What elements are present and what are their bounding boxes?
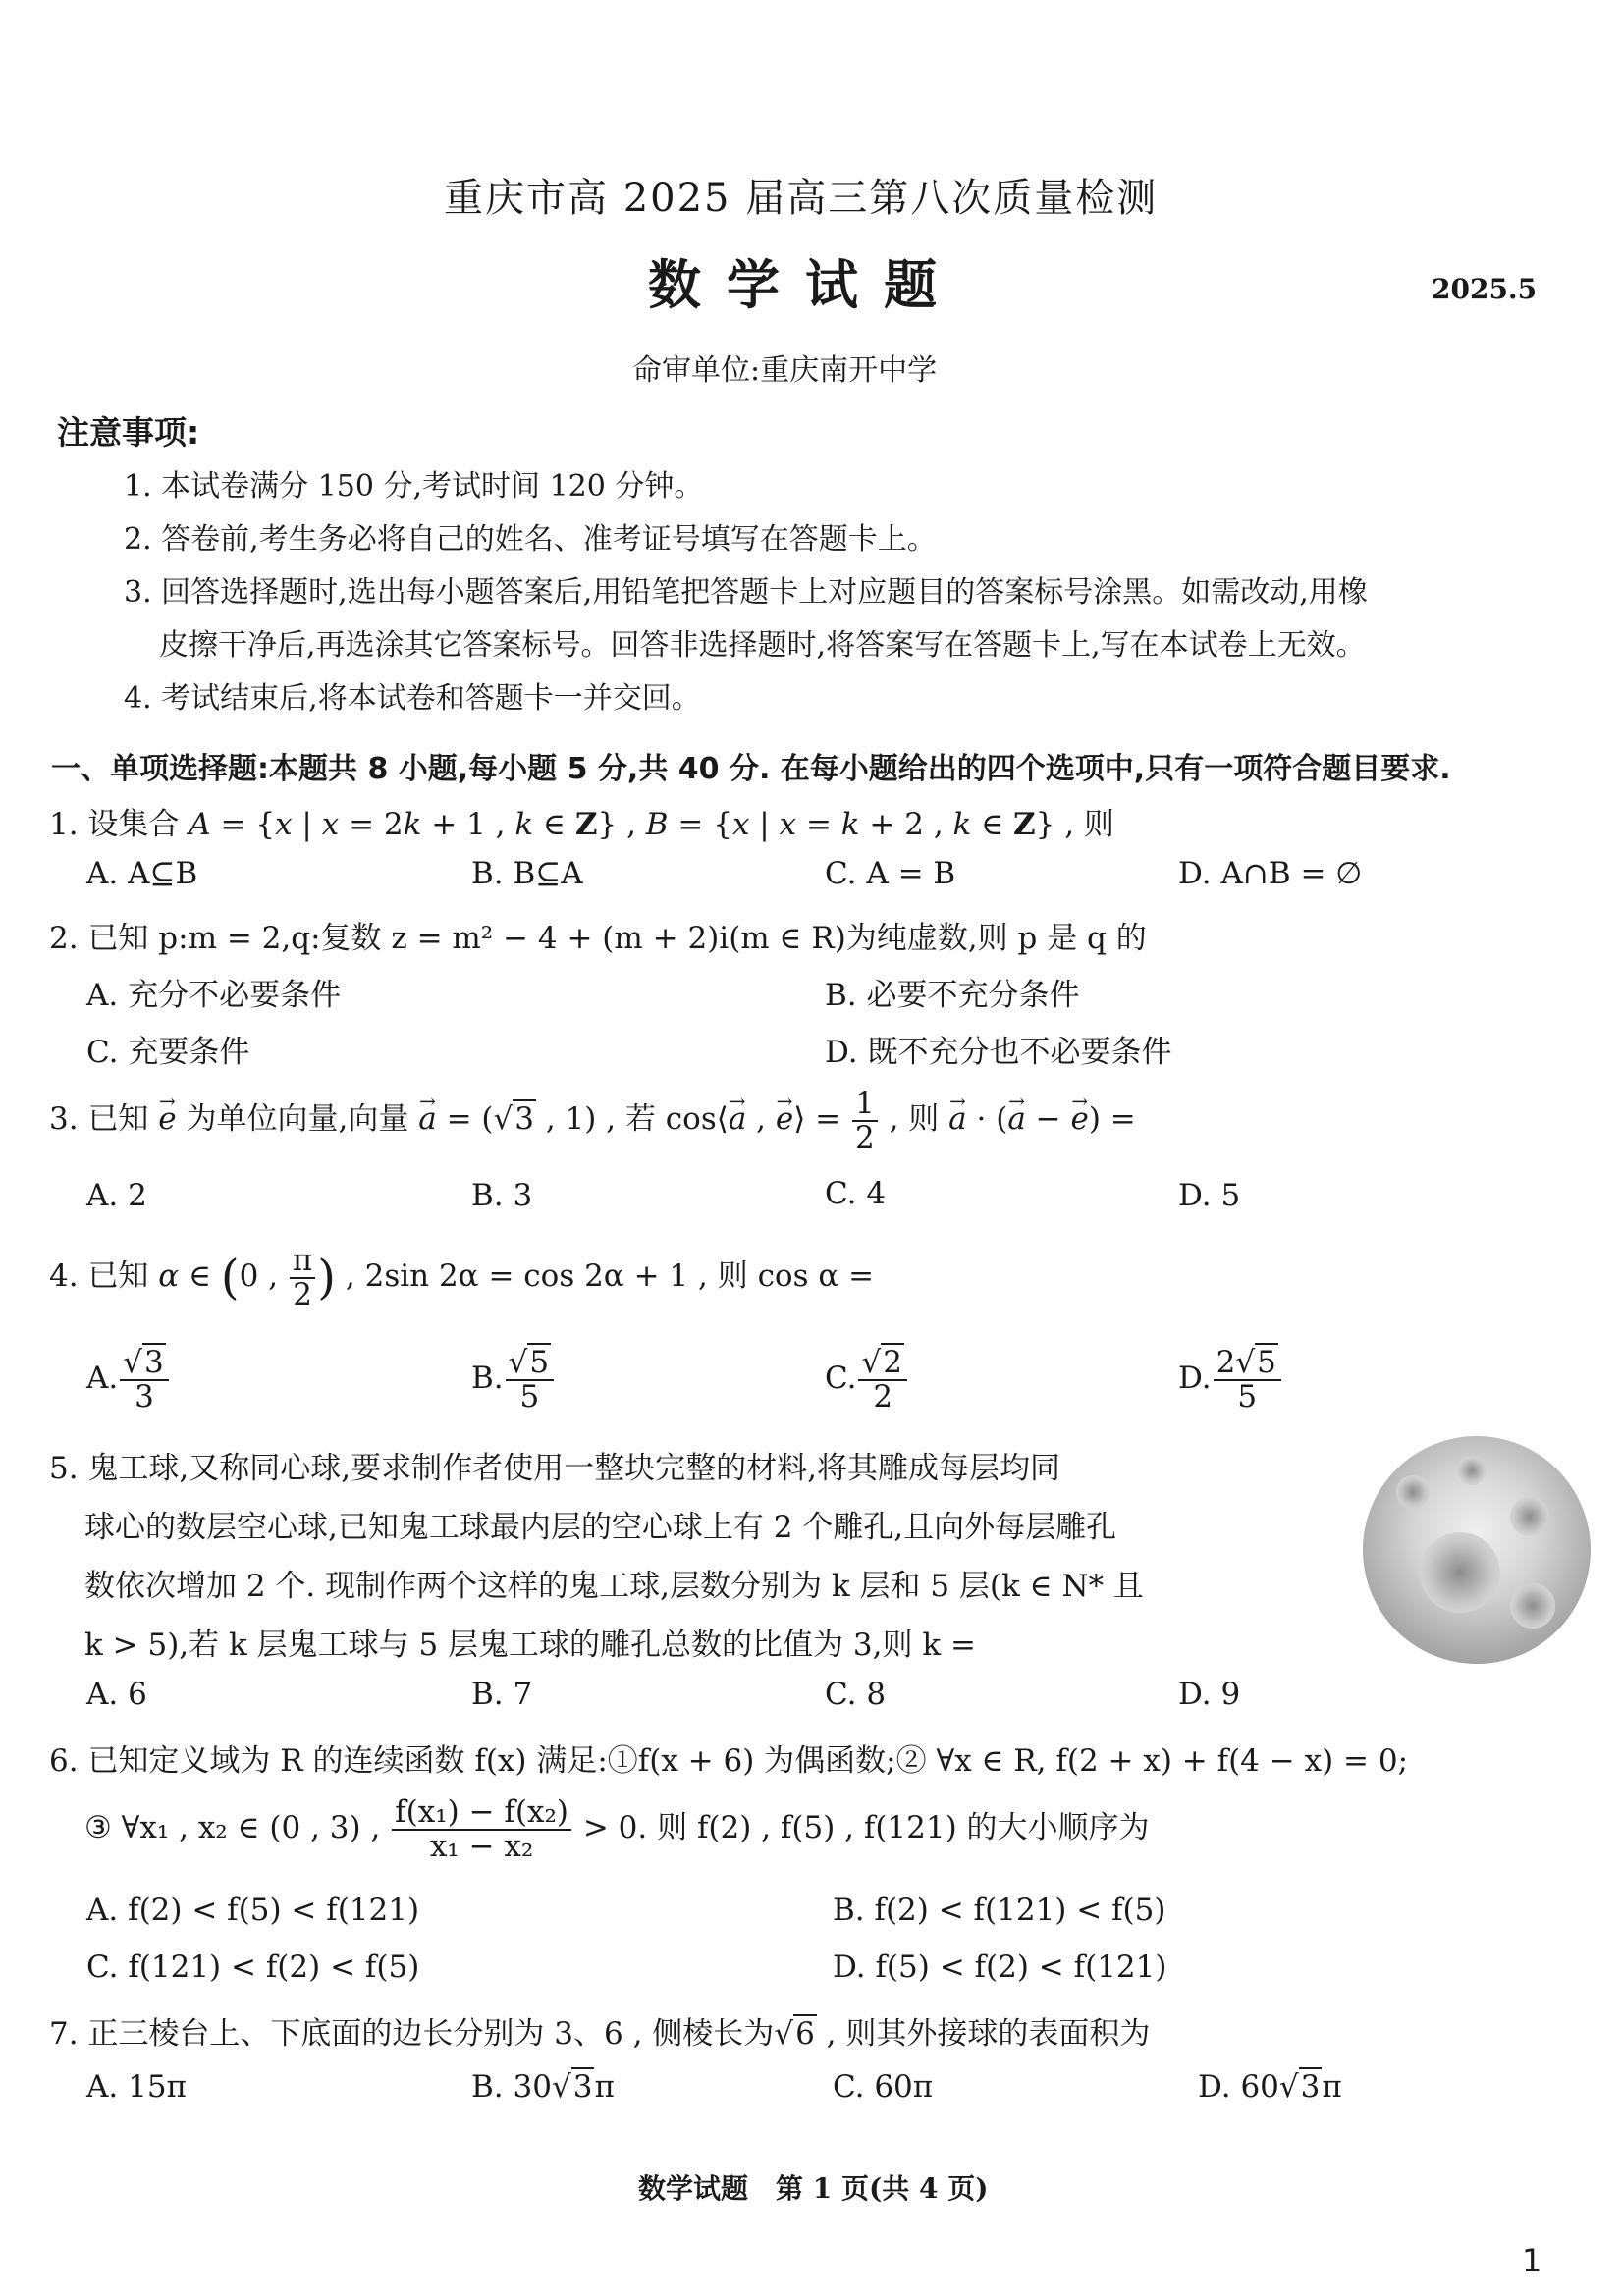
q4-option-b: B. $\frac{√5}{5}$ — [471, 1347, 556, 1413]
q6-option-c: C. f(121) < f(2) < f(5) — [86, 1949, 420, 1985]
q7-option-b: B. 30√3π — [471, 2069, 615, 2105]
question-1: 1. 设集合 A = {x | x = 2k + 1 , k ∈ Z} , B = {x | x = k + 2 , k ∈ Z} , 则 — [49, 807, 1114, 842]
q5-option-c: C. 8 — [825, 1677, 887, 1712]
q7-option-d: D. 60√3π — [1198, 2069, 1342, 2105]
q7-option-a: A. 15π — [86, 2069, 187, 2105]
q4-option-d: D. $\frac{2√5}{5}$ — [1178, 1347, 1283, 1413]
q4-option-a: A. $\frac{√3}{3}$ — [86, 1347, 171, 1413]
subject-title: 数学试题 — [648, 253, 962, 316]
q1-option-b: B. B⊆A — [471, 856, 583, 891]
question-6-line: ③ ∀x₁ , x₂ ∈ (0 , 3) , $\frac{\text{f(x₁) − f(x₂)}}{\text{x₁ − x₂}}$ > 0. 则 f(2) , f(5) , f(121) 的大小顺序为 — [84, 1794, 1150, 1864]
question-4: 4. 已知 α ∈ (0 , $\frac{\pi}{2}$ ) , 2sin 2α = cos 2α + 1 , 则 cos α = — [49, 1243, 875, 1312]
page-footer: 数学试题 第 1 页(共 4 页) — [638, 2172, 989, 2205]
q7-option-c: C. 60π — [833, 2069, 934, 2105]
q1-option-c: C. A = B — [825, 856, 956, 891]
q6-option-b: B. f(2) < f(121) < f(5) — [833, 1893, 1166, 1928]
q2-option-a: A. 充分不必要条件 — [86, 978, 342, 1013]
q3-option-b: B. 3 — [471, 1178, 533, 1213]
q4-option-c: C. $\frac{√2}{2}$ — [825, 1347, 909, 1413]
notice-heading: 注意事项: — [57, 413, 200, 452]
q5-option-d: D. 9 — [1178, 1677, 1241, 1712]
question-2: 2. 已知 p:m = 2,q:复数 z = m² − 4 + (m + 2)i(m ∈ R)为纯虚数,则 p 是 q 的 — [49, 921, 1147, 956]
q3-option-c: C. 4 — [825, 1176, 887, 1211]
question-5-line: k > 5),若 k 层鬼工球与 5 层鬼工球的雕孔总数的比值为 3,则 k = — [84, 1628, 976, 1663]
q2-option-c: C. 充要条件 — [86, 1035, 250, 1070]
exam-title: 重庆市高 2025 届高三第八次质量检测 — [444, 176, 1159, 221]
notice-item: 2. 答卷前,考生务必将自己的姓名、准考证号填写在答题卡上。 — [124, 522, 937, 557]
q2-option-d: D. 既不充分也不必要条件 — [825, 1035, 1172, 1070]
q1-option-d: D. A∩B = ∅ — [1178, 856, 1363, 891]
q5-option-a: A. 6 — [86, 1677, 147, 1712]
page-number: 1 — [1522, 2242, 1542, 2279]
q6-option-d: D. f(5) < f(2) < f(121) — [833, 1949, 1167, 1985]
question-6: 6. 已知定义域为 R 的连续函数 f(x) 满足:①f(x + 6) 为偶函数;② ∀x ∈ R, f(2 + x) + f(4 − x) = 0; — [49, 1743, 1409, 1779]
question-3: 3. 已知 → e 为单位向量,向量 → a = (√3 , 1) , 若 cos⟨→ a , → e⟩ = $\frac{1}{2}$ , 则 → a · (→ a − → e) = — [49, 1088, 1136, 1153]
notice-item: 皮擦干净后,再选涂其它答案标号。回答非选择题时,将答案写在答题卡上,写在本试卷上无效。 — [159, 628, 1366, 663]
section-heading: 一、单项选择题:本题共 8 小题,每小题 5 分,共 40 分. 在每小题给出的四个选项中,只有一项符合题目要求. — [51, 752, 1451, 786]
q6-option-a: A. f(2) < f(5) < f(121) — [86, 1893, 420, 1928]
q5-option-b: B. 7 — [471, 1677, 533, 1712]
q1-option-a: A. A⊆B — [86, 856, 198, 891]
q2-option-b: B. 必要不充分条件 — [825, 978, 1080, 1013]
question-5: 5. 鬼工球,又称同心球,要求制作者使用一整块完整的材料,将其雕成每层均同 — [49, 1451, 1060, 1486]
q3-option-d: D. 5 — [1178, 1178, 1241, 1213]
issuing-unit: 命审单位:重庆南开中学 — [632, 353, 938, 388]
q3-option-a: A. 2 — [86, 1178, 147, 1213]
ghost-ball-image — [1363, 1436, 1591, 1664]
notice-item: 4. 考试结束后,将本试卷和答题卡一并交回。 — [124, 681, 701, 716]
exam-date: 2025.5 — [1432, 273, 1538, 305]
notice-item: 1. 本试卷满分 150 分,考试时间 120 分钟。 — [124, 469, 704, 504]
question-5-line: 球心的数层空心球,已知鬼工球最内层的空心球上有 2 个雕孔,且向外每层雕孔 — [84, 1510, 1117, 1545]
notice-item: 3. 回答选择题时,选出每小题答案后,用铅笔把答题卡上对应题目的答案标号涂黑。如需改动,用橡 — [124, 575, 1368, 610]
question-5-line: 数依次增加 2 个. 现制作两个这样的鬼工球,层数分别为 k 层和 5 层(k ∈ N* 且 — [84, 1569, 1144, 1604]
question-7: 7. 正三棱台上、下底面的边长分别为 3、6 , 侧棱长为√6 , 则其外接球的表面积为 — [49, 2016, 1151, 2052]
